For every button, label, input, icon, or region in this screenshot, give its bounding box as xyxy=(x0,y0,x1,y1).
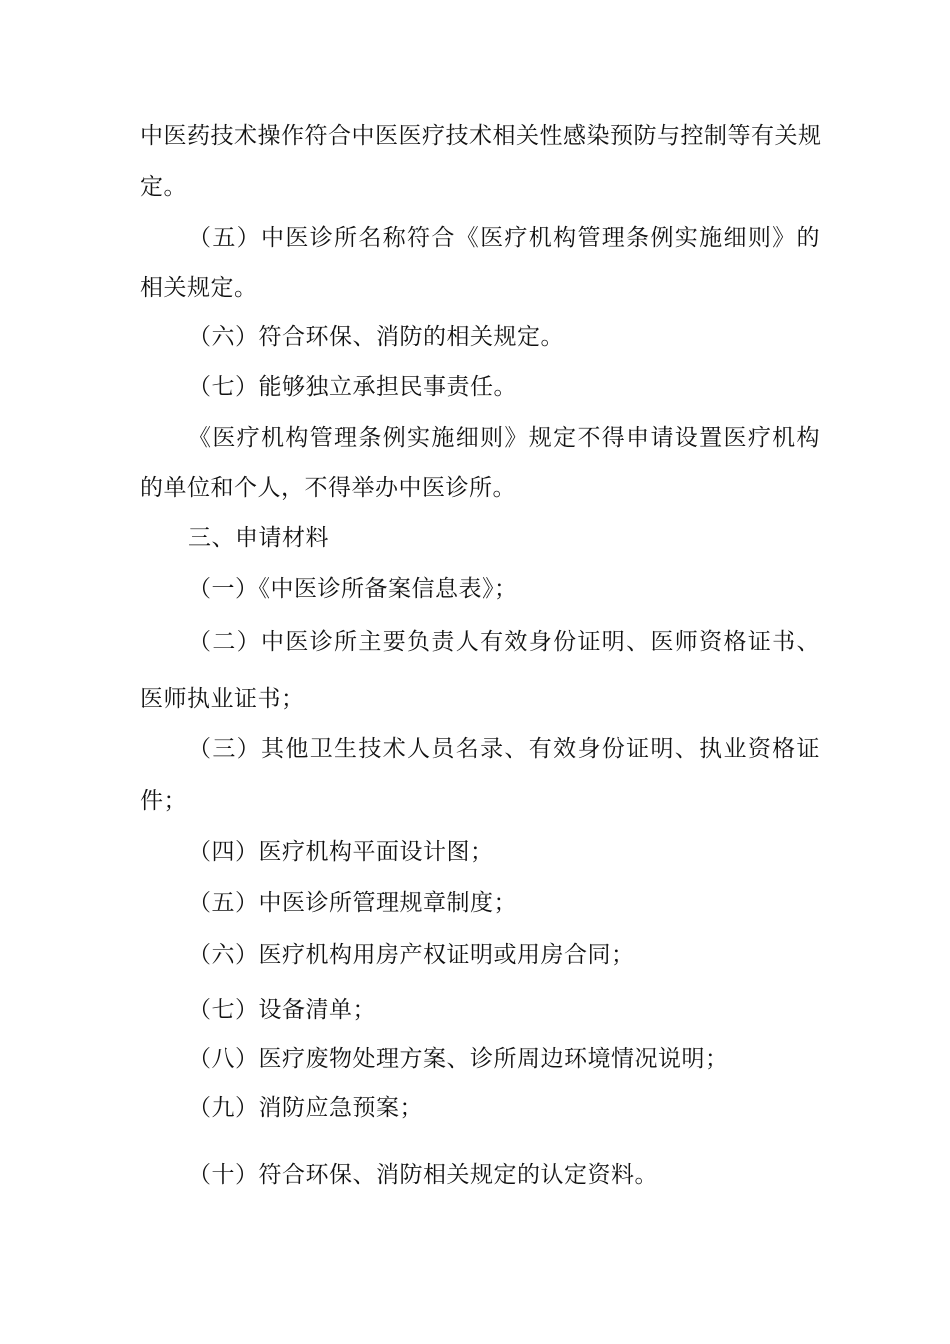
text-line-8: 的单位和个人，不得举办中医诊所。 xyxy=(140,475,516,501)
text-line-4: 相关规定。 xyxy=(140,275,258,301)
text-line-15: （四）医疗机构平面设计图； xyxy=(188,839,494,865)
text-line-21: （十）符合环保、消防相关规定的认定资料。 xyxy=(188,1162,658,1188)
text-line-6: （七）能够独立承担民事责任。 xyxy=(188,374,517,400)
text-line-17: （六）医疗机构用房产权证明或用房合同； xyxy=(188,942,635,968)
text-line-19: （八）医疗废物处理方案、诊所周边环境情况说明； xyxy=(188,1046,729,1072)
text-line-2: 定。 xyxy=(140,174,187,200)
text-line-16: （五）中医诊所管理规章制度； xyxy=(188,890,517,916)
text-line-10: （一）《中医诊所备案信息表》； xyxy=(188,576,518,602)
text-line-11: （二）中医诊所主要负责人有效身份证明、医师资格证书、 xyxy=(188,629,820,655)
section-heading: 三、申请材料 xyxy=(188,525,329,551)
text-line-7: 《医疗机构管理条例实施细则》规定不得申请设置医疗机构 xyxy=(188,425,820,451)
text-line-3: （五）中医诊所名称符合《医疗机构管理条例实施细则》的 xyxy=(188,225,820,251)
text-line-14: 件； xyxy=(140,788,187,814)
text-line-12: 医师执业证书； xyxy=(140,686,305,712)
text-line-5: （六）符合环保、消防的相关规定。 xyxy=(188,324,564,350)
text-line-13: （三）其他卫生技术人员名录、有效身份证明、执业资格证 xyxy=(188,736,820,762)
text-line-18: （七）设备清单； xyxy=(188,997,376,1023)
text-line-1: 中医药技术操作符合中医医疗技术相关性感染预防与控制等有关规 xyxy=(140,123,822,149)
text-line-20: （九）消防应急预案； xyxy=(188,1095,423,1121)
